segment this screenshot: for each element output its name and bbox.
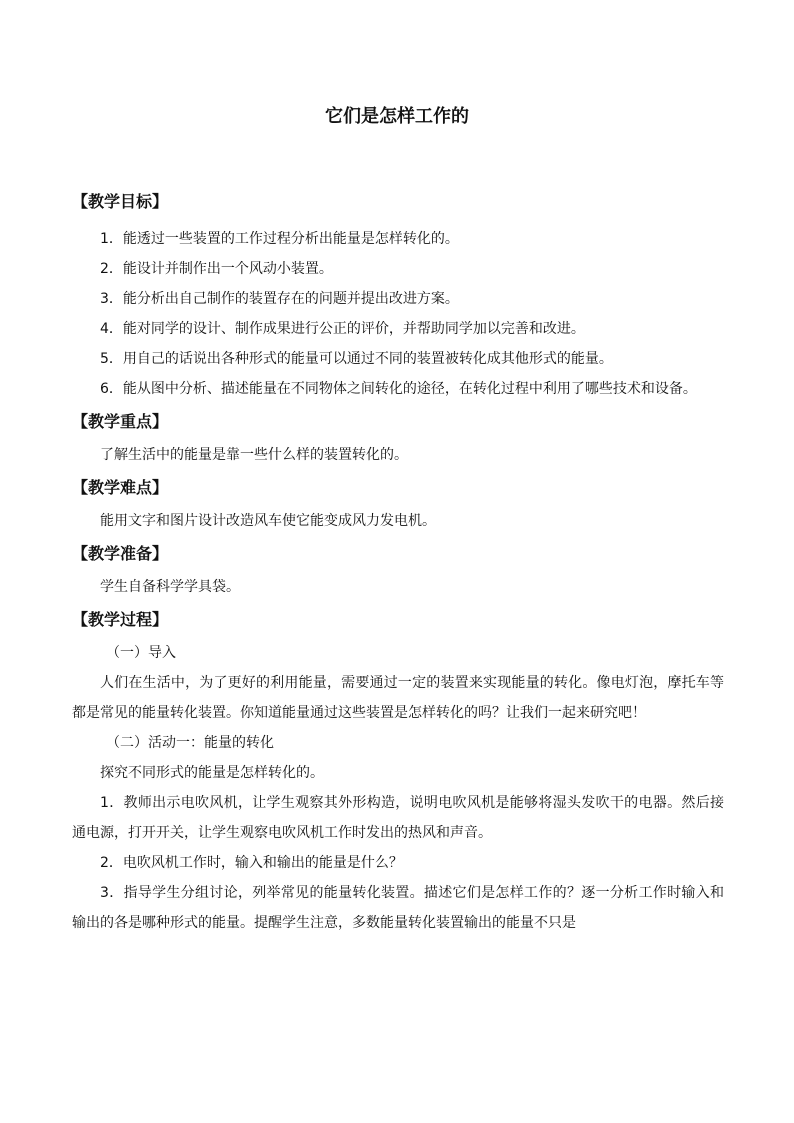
process-part1-text: 人们在生活中，为了更好的利用能量，需要通过一定的装置来实现能量的转化。像电灯泡，摩托车等都是常见的能量转化装置。你知道能量通过这些装置是怎样转化的吗？让我们一起来研究吧！: [72, 675, 724, 721]
key-points-text: 了解生活中的能量是靠一些什么样的装置转化的。: [100, 447, 408, 463]
objective-item-3: 3．能分析出自己制作的装置存在的问题并提出改进方案。: [100, 291, 459, 307]
key-points-heading: 【教学重点】: [72, 412, 169, 431]
objective-item-6: 6．能从图中分析、描述能量在不同物体之间转化的途径，在转化过程中利用了哪些技术和设备。: [100, 381, 697, 397]
process-part2-title: （二）活动一：能量的转化: [106, 735, 274, 751]
process-part2-intro: 探究不同形式的能量是怎样转化的。: [100, 765, 324, 781]
process-heading: 【教学过程】: [72, 610, 169, 629]
objective-item-5: 5．用自己的话说出各种形式的能量可以通过不同的装置被转化成其他形式的能量。: [100, 351, 613, 367]
difficulties-text: 能用文字和图片设计改造风车使它能变成风力发电机。: [100, 513, 436, 529]
objective-item-4: 4．能对同学的设计、制作成果进行公正的评价，并帮助同学加以完善和改进。: [100, 321, 585, 337]
objective-item-1: 1．能透过一些装置的工作过程分析出能量是怎样转化的。: [100, 231, 459, 247]
process-part1-title: （一）导入: [106, 645, 176, 661]
difficulties-heading: 【教学难点】: [72, 478, 169, 497]
objectives-heading: 【教学目标】: [72, 192, 169, 211]
preparation-text: 学生自备科学学具袋。: [100, 579, 240, 595]
process-step-2: 2．电吹风机工作时，输入和输出的能量是什么？: [100, 855, 403, 871]
objective-item-2: 2．能设计并制作出一个风动小装置。: [100, 261, 333, 277]
preparation-heading: 【教学准备】: [72, 544, 169, 563]
process-step-1: 1．教师出示电吹风机，让学生观察其外形构造，说明电吹风机是能够将湿头发吹干的电器。然后接通电源，打开开关，让学生观察电吹风机工作时发出的热风和声音。: [72, 795, 724, 841]
document-title: 它们是怎样工作的: [325, 106, 469, 127]
process-step-3: 3．指导学生分组讨论，列举常见的能量转化装置。描述它们是怎样工作的？逐一分析工作时输入和输出的各是哪种形式的能量。提醒学生注意，多数能量转化装置输出的能量不只是: [72, 885, 724, 931]
document-body: [72, 184, 724, 938]
